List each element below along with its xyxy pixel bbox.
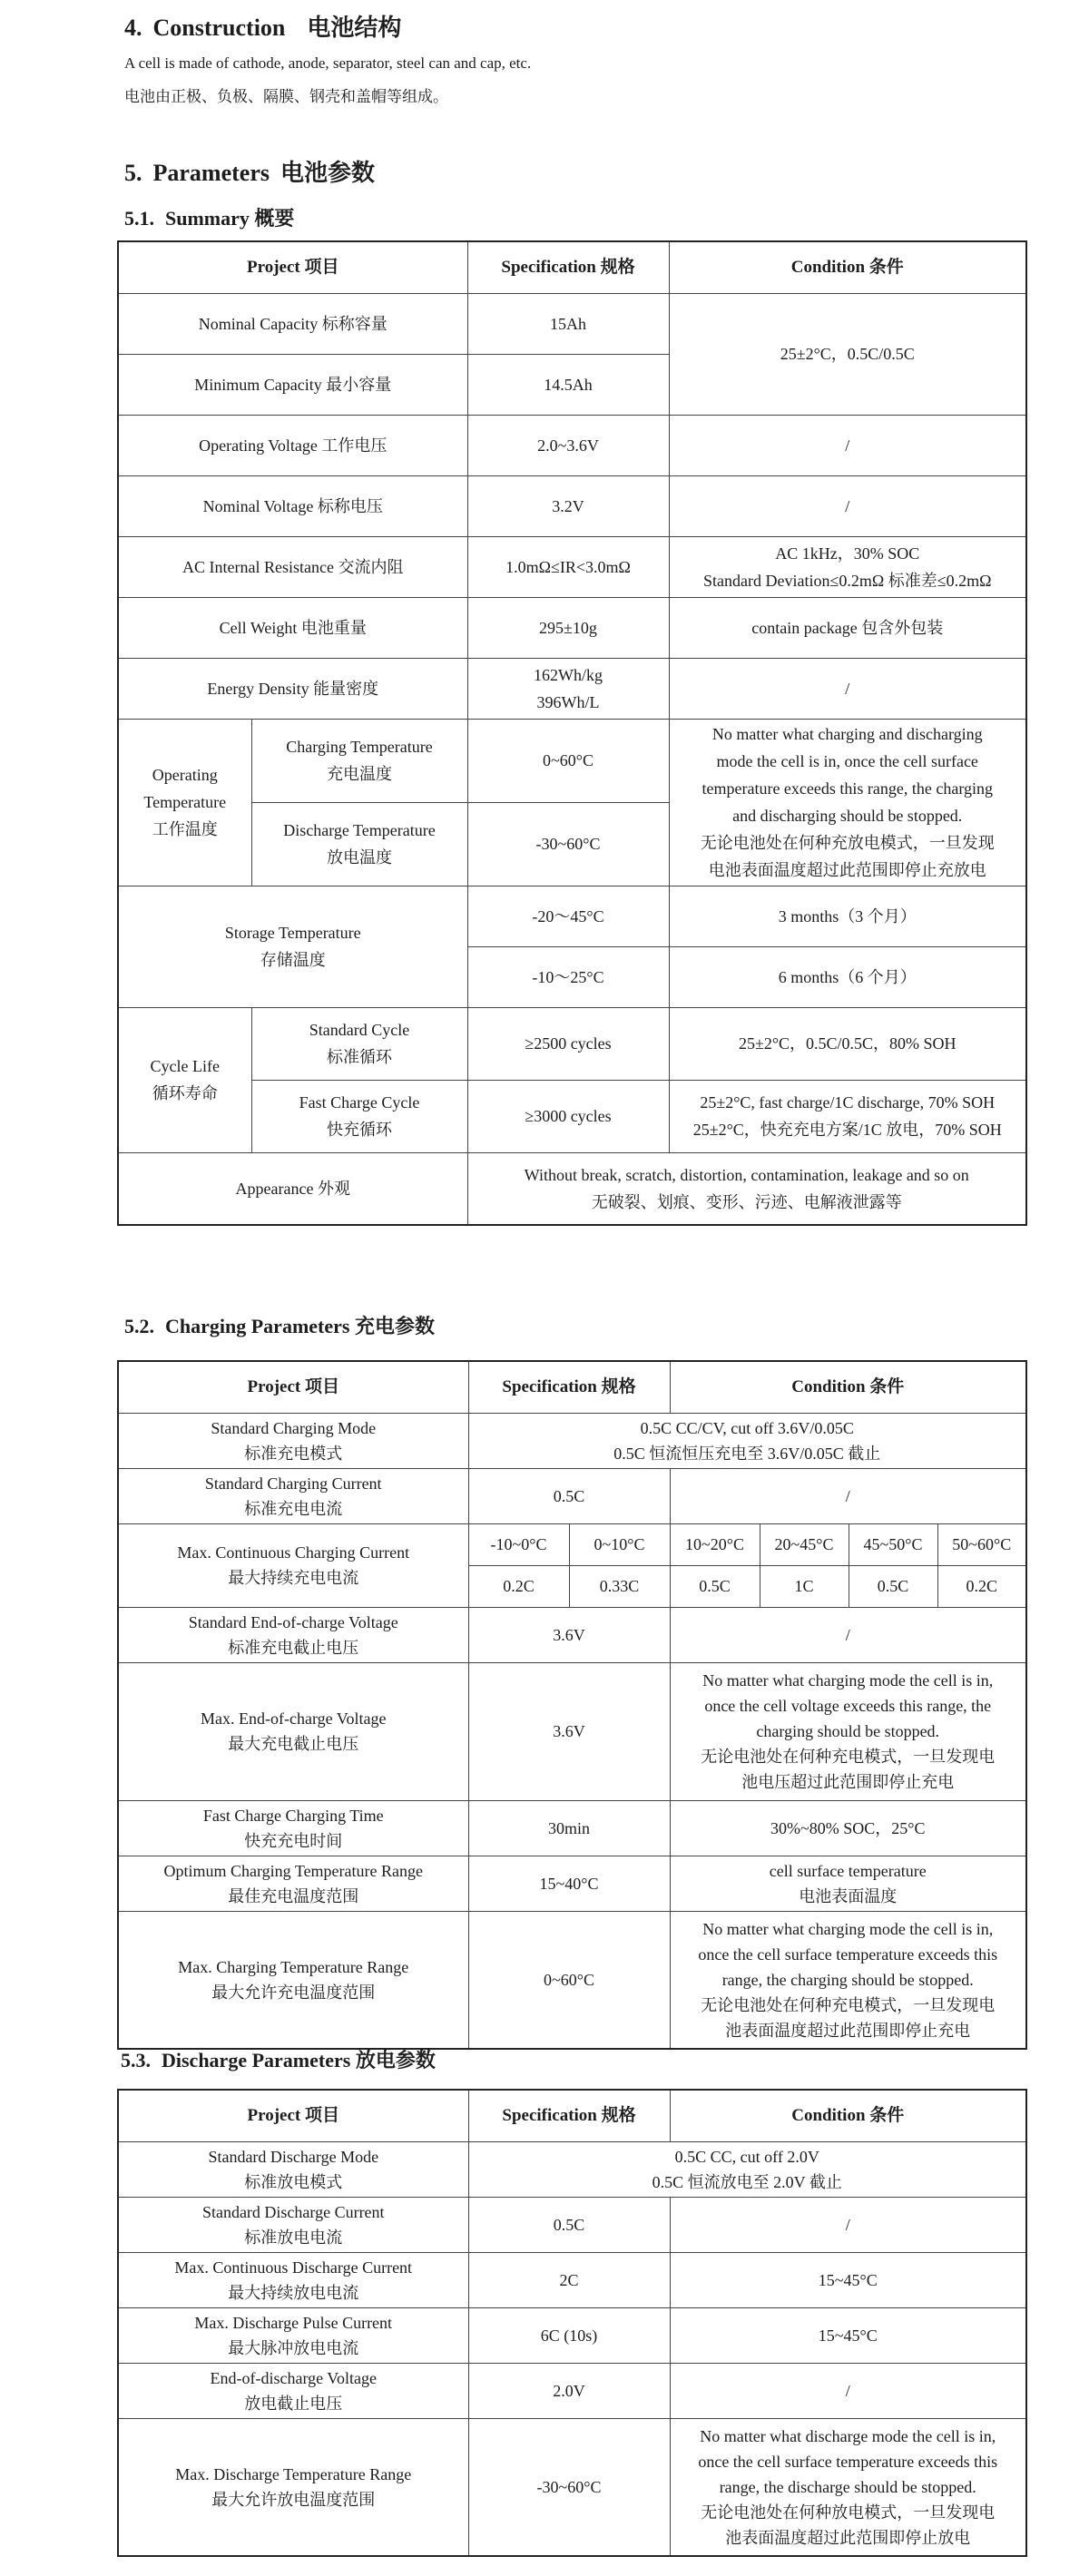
max-end-of-charge-voltage-condition-line: charging should be stopped. [756, 1722, 940, 1740]
fast-charge-time-condition: 30%~80% SOC，25°C [670, 1800, 1026, 1856]
operating-temperature-condition-line: temperature exceeds this range, the charging [701, 779, 994, 798]
temperature-range-cell: 20~45°C [760, 1523, 849, 1565]
max-end-of-charge-voltage-condition-line: 无论电池处在何种充电模式，一旦发现电 [701, 1748, 996, 1766]
end-of-charge-voltage-label-en: Standard End-of-charge Voltage [188, 1612, 398, 1631]
storage-temperature-label-en: Storage Temperature [224, 924, 361, 942]
max-continuous-discharge-condition: 15~45°C [670, 2252, 1026, 2307]
table-row [118, 2252, 1026, 2307]
end-of-discharge-voltage-label-en: End-of-discharge Voltage [210, 2368, 377, 2387]
optimum-charging-temp-label [118, 1856, 468, 1911]
storage-temperature-label-cn: 存储温度 [260, 951, 326, 969]
max-pulse-discharge-condition: 15~45°C [670, 2307, 1026, 2363]
table-row [118, 597, 1026, 658]
parameters-heading-cn: 电池参数 [280, 160, 375, 186]
max-discharge-temp-label [118, 2418, 468, 2556]
fast-cycle-condition-line: 25±2°C，快充充电方案/1C 放电，70% SOH [692, 1121, 1002, 1139]
optimum-charging-temp-spec: 15~40°C [468, 1856, 670, 1911]
max-charging-temp-condition-line: range, the charging should be stopped. [721, 1970, 974, 1989]
max-continuous-discharge-label-cn: 最大持续放电电流 [228, 2283, 359, 2302]
discharge-current-condition: / [670, 2197, 1026, 2252]
operating-voltage-condition: / [669, 415, 1026, 475]
storage-temperature-spec: -20～45°C [467, 886, 669, 946]
table-row [118, 1007, 1026, 1080]
end-of-charge-voltage-condition: / [670, 1607, 1026, 1662]
max-continuous-discharge-label [118, 2252, 468, 2307]
table-row [118, 1152, 1026, 1225]
header-spec: Specification 规格 [468, 1361, 670, 1413]
ac-resistance-label: AC Internal Resistance 交流内阻 [118, 536, 467, 597]
ac-resistance-condition-line: AC 1kHz，30% SOC [775, 544, 920, 563]
table-row [118, 2197, 1026, 2252]
max-charging-temp-label [118, 1911, 468, 2049]
construction-text-en: A cell is made of cathode, anode, separator, steel can and cap, etc. [124, 54, 532, 72]
standard-cycle-condition: 25±2°C，0.5C/0.5C，80% SOH [669, 1007, 1026, 1080]
charging-temperature-label [251, 719, 467, 802]
summary-heading-en: Summary [165, 207, 250, 230]
table-row [118, 1468, 1026, 1523]
table-header-row [118, 1361, 1026, 1413]
charging-table [117, 1360, 1027, 2050]
max-discharge-temp-label-en: Max. Discharge Temperature Range [175, 2464, 412, 2483]
appearance-spec-line: 无破裂、划痕、变形、污迹、电解液泄露等 [591, 1192, 902, 1211]
capacity-condition: 25±2°C，0.5C/0.5C [669, 293, 1026, 415]
charging-mode-spec-line: 0.5C 恒流恒压充电至 3.6V/0.05C 截止 [613, 1444, 881, 1463]
discharge-heading-cn: 放电参数 [355, 2049, 436, 2072]
header-condition: Condition 条件 [670, 1361, 1026, 1413]
max-charging-temp-label-en: Max. Charging Temperature Range [178, 1957, 409, 1976]
fast-cycle-label-en: Fast Charge Cycle [299, 1093, 420, 1112]
max-end-of-charge-voltage-label-en: Max. End-of-charge Voltage [201, 1709, 387, 1728]
discharge-temperature-label-cn: 放电温度 [327, 848, 392, 867]
appearance-spec [467, 1152, 1026, 1225]
discharge-mode-label-cn: 标准放电模式 [244, 2172, 343, 2191]
table-row [118, 719, 1026, 802]
end-of-discharge-voltage-label [118, 2363, 468, 2418]
charging-current-label-cn: 标准充电电流 [244, 1499, 343, 1518]
parameters-heading-number: 5. [124, 160, 142, 186]
current-value-cell: 0.2C [468, 1565, 569, 1607]
fast-cycle-spec: ≥3000 cycles [467, 1080, 669, 1152]
appearance-spec-line: Without break, scratch, distortion, contamination, leakage and so on [524, 1165, 969, 1184]
operating-temperature-condition-line: 无论电池处在何种充放电模式，一旦发现 [700, 834, 995, 852]
table-row [118, 1080, 1026, 1152]
cycle-life-group-en: Cycle Life [150, 1057, 220, 1075]
max-pulse-discharge-label-en: Max. Discharge Pulse Current [194, 2313, 393, 2332]
max-continuous-charging-label-en: Max. Continuous Charging Current [177, 1543, 410, 1562]
max-continuous-charging-label [118, 1523, 468, 1607]
discharge-heading-en: Discharge Parameters [162, 2049, 351, 2072]
construction-heading [124, 9, 401, 43]
charging-current-label-en: Standard Charging Current [204, 1474, 382, 1493]
operating-temperature-condition-line: 电池表面温度超过此范围即停止充放电 [708, 861, 986, 879]
table-row [118, 1523, 1026, 1565]
nominal-voltage-condition: / [669, 475, 1026, 536]
max-end-of-charge-voltage-label [118, 1662, 468, 1800]
cycle-life-group [118, 1007, 251, 1152]
temperature-range-cell: 10~20°C [670, 1523, 760, 1565]
max-charging-temp-label-cn: 最大允许充电温度范围 [211, 1983, 376, 2002]
summary-heading-cn: 概要 [254, 207, 295, 230]
charging-heading-cn: 充电参数 [354, 1315, 435, 1337]
max-discharge-temp-condition-line: 无论电池处在何种放电模式，一旦发现电 [701, 2503, 996, 2522]
charging-current-spec: 0.5C [468, 1468, 670, 1523]
max-end-of-charge-voltage-condition-line: once the cell voltage exceeds this range, the [704, 1697, 992, 1715]
charging-temperature-label-en: Charging Temperature [286, 738, 433, 756]
max-end-of-charge-voltage-condition-line: 池电压超过此范围即停止充电 [741, 1773, 955, 1791]
operating-voltage-spec: 2.0~3.6V [467, 415, 669, 475]
table-header-row [118, 2090, 1026, 2141]
max-charging-temp-condition-line: 池表面温度超过此范围即停止充电 [725, 2021, 971, 2040]
max-discharge-temp-condition-line: No matter what discharge mode the cell is in, [700, 2426, 996, 2445]
standard-cycle-spec: ≥2500 cycles [467, 1007, 669, 1080]
energy-density-spec [467, 658, 669, 719]
storage-temperature-spec: -10～25°C [467, 946, 669, 1007]
operating-temperature-condition-line: and discharging should be stopped. [732, 807, 963, 825]
cycle-life-group-cn: 循环寿命 [152, 1084, 218, 1102]
nominal-capacity-spec: 15Ah [467, 293, 669, 354]
max-charging-temp-condition-line: 无论电池处在何种充电模式，一旦发现电 [701, 1995, 996, 2014]
ac-resistance-condition [669, 536, 1026, 597]
max-charging-temp-condition-line: once the cell surface temperature exceeds this [698, 1944, 998, 1964]
max-charging-temp-spec: 0~60°C [468, 1911, 670, 2049]
discharge-mode-spec-line: 0.5C CC, cut off 2.0V [674, 2147, 819, 2166]
construction-heading-number: 4. [124, 15, 142, 41]
optimum-charging-temp-label-en: Optimum Charging Temperature Range [163, 1861, 423, 1880]
operating-temperature-group [118, 719, 251, 886]
current-value-cell: 0.33C [569, 1565, 670, 1607]
summary-heading [124, 203, 294, 231]
max-end-of-charge-voltage-condition [670, 1662, 1026, 1800]
discharge-table [117, 2089, 1027, 2557]
charging-current-label [118, 1468, 468, 1523]
nominal-capacity-label: Nominal Capacity 标称容量 [118, 293, 467, 354]
header-spec: Specification 规格 [468, 2090, 670, 2141]
fast-charge-time-spec: 30min [468, 1800, 670, 1856]
header-condition: Condition 条件 [669, 241, 1026, 293]
current-value-cell: 0.5C [670, 1565, 760, 1607]
discharge-current-label-cn: 标准放电电流 [244, 2228, 343, 2247]
construction-heading-cn: 电池结构 [307, 15, 402, 41]
temperature-range-cell: 45~50°C [849, 1523, 937, 1565]
end-of-charge-voltage-spec: 3.6V [468, 1607, 670, 1662]
end-of-charge-voltage-label [118, 1607, 468, 1662]
operating-temperature-group-line: Operating [152, 766, 218, 784]
header-project: Project 项目 [118, 241, 467, 293]
max-end-of-charge-voltage-spec: 3.6V [468, 1662, 670, 1800]
table-row [118, 658, 1026, 719]
fast-charge-time-label [118, 1800, 468, 1856]
discharge-current-spec: 0.5C [468, 2197, 670, 2252]
table-row [118, 886, 1026, 946]
table-row [118, 1800, 1026, 1856]
charging-mode-label-cn: 标准充电模式 [244, 1444, 343, 1463]
current-value-cell: 0.5C [849, 1565, 937, 1607]
charging-temperature-label-cn: 充电温度 [327, 765, 392, 783]
table-row [118, 2418, 1026, 2556]
energy-density-spec-line: 162Wh/kg [534, 665, 603, 684]
operating-voltage-label: Operating Voltage 工作电压 [118, 415, 467, 475]
energy-density-label: Energy Density 能量密度 [118, 658, 467, 719]
minimum-capacity-label: Minimum Capacity 最小容量 [118, 354, 467, 415]
table-row [118, 415, 1026, 475]
cell-weight-condition: contain package 包含外包装 [669, 597, 1026, 658]
parameters-heading [124, 154, 375, 188]
charging-heading-en: Charging Parameters [165, 1315, 350, 1337]
discharge-mode-label [118, 2141, 468, 2197]
standard-cycle-label-en: Standard Cycle [309, 1021, 410, 1039]
temperature-range-cell: 0~10°C [569, 1523, 670, 1565]
operating-temperature-group-line: Temperature [143, 793, 227, 811]
end-of-discharge-voltage-condition: / [670, 2363, 1026, 2418]
optimum-charging-temp-condition [670, 1856, 1026, 1911]
ac-resistance-condition-line: Standard Deviation≤0.2mΩ 标准差≤0.2mΩ [703, 571, 992, 590]
max-discharge-temp-condition-line: range, the discharge should be stopped. [719, 2477, 976, 2496]
max-discharge-temp-label-cn: 最大允许放电温度范围 [211, 2490, 376, 2509]
header-condition: Condition 条件 [670, 2090, 1026, 2141]
max-end-of-charge-voltage-condition-line: No matter what charging mode the cell is in, [702, 1671, 994, 1690]
max-charging-temp-condition-line: No matter what charging mode the cell is in, [702, 1919, 994, 1938]
fast-cycle-label [251, 1080, 467, 1152]
energy-density-spec-line: 396Wh/L [536, 692, 600, 711]
max-discharge-temp-spec: -30~60°C [468, 2418, 670, 2556]
charging-mode-label-en: Standard Charging Mode [211, 1418, 377, 1437]
optimum-charging-temp-condition-line: 电池表面温度 [799, 1886, 898, 1905]
max-continuous-discharge-spec: 2C [468, 2252, 670, 2307]
discharge-temperature-spec: -30~60°C [467, 802, 669, 886]
discharge-mode-label-en: Standard Discharge Mode [208, 2147, 379, 2166]
table-row [118, 2141, 1026, 2197]
optimum-charging-temp-condition-line: cell surface temperature [769, 1861, 927, 1880]
cell-weight-spec: 295±10g [467, 597, 669, 658]
construction-heading-en: Construction [152, 15, 286, 41]
fast-cycle-condition [669, 1080, 1026, 1152]
parameters-heading-en: Parameters [152, 160, 270, 186]
nominal-voltage-label: Nominal Voltage 标称电压 [118, 475, 467, 536]
temperature-range-cell: -10~0°C [468, 1523, 569, 1565]
operating-temperature-group-line: 工作温度 [152, 820, 218, 838]
operating-temperature-condition [669, 719, 1026, 886]
current-value-cell: 1C [760, 1565, 849, 1607]
table-row [118, 1856, 1026, 1911]
discharge-current-label [118, 2197, 468, 2252]
table-row [118, 475, 1026, 536]
max-continuous-discharge-label-en: Max. Continuous Discharge Current [174, 2258, 413, 2277]
max-pulse-discharge-label [118, 2307, 468, 2363]
charging-mode-spec-line: 0.5C CC/CV, cut off 3.6V/0.05C [640, 1418, 854, 1437]
table-row [118, 536, 1026, 597]
max-discharge-temp-condition-line: once the cell surface temperature exceeds this [698, 2452, 998, 2471]
discharge-temperature-label [251, 802, 467, 886]
max-discharge-temp-condition-line: 池表面温度超过此范围即停止放电 [725, 2528, 971, 2547]
discharge-heading [121, 2045, 436, 2073]
storage-temperature-condition: 6 months（6 个月） [669, 946, 1026, 1007]
charging-temperature-spec: 0~60°C [467, 719, 669, 802]
end-of-discharge-voltage-label-cn: 放电截止电压 [244, 2394, 343, 2413]
table-row [118, 1607, 1026, 1662]
charging-current-condition: / [670, 1468, 1026, 1523]
storage-temperature-label [118, 886, 467, 1007]
discharge-heading-number: 5.3. [121, 2049, 151, 2072]
max-pulse-discharge-label-cn: 最大脉冲放电电流 [228, 2338, 359, 2357]
appearance-label: Appearance 外观 [118, 1152, 467, 1225]
charging-heading-number: 5.2. [124, 1315, 154, 1337]
discharge-temperature-label-en: Discharge Temperature [283, 821, 436, 839]
header-project: Project 项目 [118, 2090, 468, 2141]
table-row [118, 1413, 1026, 1468]
ac-resistance-spec: 1.0mΩ≤IR<3.0mΩ [467, 536, 669, 597]
table-header-row [118, 241, 1026, 293]
discharge-mode-spec-line: 0.5C 恒流放电至 2.0V 截止 [652, 2172, 842, 2191]
optimum-charging-temp-label-cn: 最佳充电温度范围 [228, 1886, 359, 1905]
end-of-charge-voltage-label-cn: 标准充电截止电压 [228, 1638, 359, 1657]
table-row [118, 2363, 1026, 2418]
fast-charge-time-label-en: Fast Charge Charging Time [202, 1806, 384, 1825]
summary-table [117, 240, 1027, 1226]
operating-temperature-condition-line: No matter what charging and discharging [711, 725, 983, 743]
standard-cycle-label-cn: 标准循环 [327, 1048, 392, 1066]
charging-mode-spec [468, 1413, 1026, 1468]
current-value-cell: 0.2C [937, 1565, 1026, 1607]
cell-weight-label: Cell Weight 电池重量 [118, 597, 467, 658]
fast-charge-time-label-cn: 快充充电时间 [244, 1831, 343, 1850]
operating-temperature-condition-line: mode the cell is in, once the cell surface [716, 752, 978, 770]
max-pulse-discharge-spec: 6C (10s) [468, 2307, 670, 2363]
max-charging-temp-condition [670, 1911, 1026, 2049]
temperature-range-cell: 50~60°C [937, 1523, 1026, 1565]
table-row [118, 1911, 1026, 2049]
table-row [118, 2307, 1026, 2363]
construction-text-cn: 电池由正极、负极、隔膜、钢壳和盖帽等组成。 [124, 88, 448, 105]
storage-temperature-condition: 3 months（3 个月） [669, 886, 1026, 946]
discharge-mode-spec [468, 2141, 1026, 2197]
charging-heading [124, 1311, 435, 1339]
nominal-voltage-spec: 3.2V [467, 475, 669, 536]
fast-cycle-condition-line: 25±2°C, fast charge/1C discharge, 70% SOH [700, 1093, 996, 1112]
summary-heading-number: 5.1. [124, 207, 154, 230]
discharge-current-label-en: Standard Discharge Current [201, 2202, 385, 2221]
fast-cycle-label-cn: 快充循环 [327, 1121, 392, 1139]
max-continuous-charging-label-cn: 最大持续充电电流 [228, 1569, 359, 1587]
standard-cycle-label [251, 1007, 467, 1080]
end-of-discharge-voltage-spec: 2.0V [468, 2363, 670, 2418]
max-discharge-temp-condition [670, 2418, 1026, 2556]
energy-density-condition: / [669, 658, 1026, 719]
header-spec: Specification 规格 [467, 241, 669, 293]
charging-mode-label [118, 1413, 468, 1468]
table-row [118, 293, 1026, 354]
table-row [118, 1662, 1026, 1800]
minimum-capacity-spec: 14.5Ah [467, 354, 669, 415]
header-project: Project 项目 [118, 1361, 468, 1413]
max-end-of-charge-voltage-label-cn: 最大充电截止电压 [228, 1735, 359, 1753]
